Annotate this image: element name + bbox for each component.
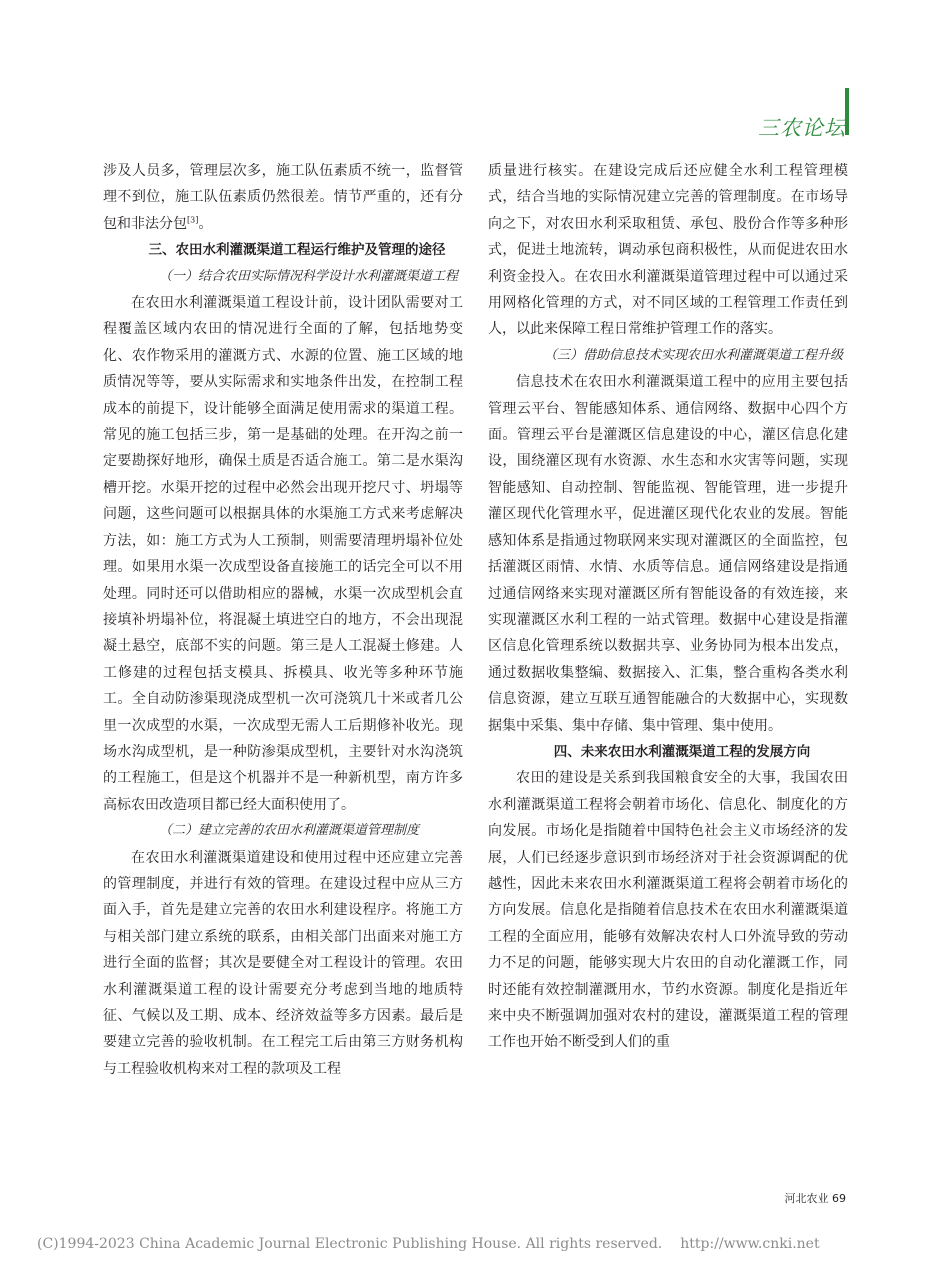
cnki-link[interactable]: http://www.cnki.net xyxy=(680,1236,820,1252)
paragraph: 质量进行核实。在建设完成后还应健全水利工程管理模式，结合当地的实际情况建立完善的管理制度。在市场导向之下，对农田水利采取租赁、承包、股份合作等多种形式，促进土地流转，调动承包商积极性，从而促进农田水利资金投入。在农田水利灌溉渠道管理过程中可以通过采用网格化管理的方式，对不同区域的工程管理工作责任到人，以此来保障工程日常维护管理工作的落实。 xyxy=(488,163,848,338)
section-heading-4: 四、未来农田水利灌溉渠道工程的发展方向 xyxy=(553,743,811,760)
paragraph: 信息技术在农田水利灌溉渠道工程中的应用主要包括管理云平台、智能感知体系、通信网络、数据中心四个方面。管理云平台是灌溉区信息建设的中心，灌区信息化建设，围绕灌区现有水资源、水生态和水灾害等问题，实现智能感知、自动控制、智能监视、智能管理，进一步提升灌区现代化管理水平，促进灌区现代化农业的发展。智能感知体系是指通过物联网来实现对灌溉区的全面监控，包括灌溉区雨情、水情、水质等信息。通信网络建设是指通过通信网络来实现对灌溉区所有智能设备的有效连接，来实现灌溉区水利工程的一站式管理。数据中心建设是指灌区信息化管理系统以数据共享、业务协同为根本出发点，通过数据收集整编、数据接入、汇集，整合重构各类水利信息资源，建立互联互通智能融合的大数据中心，实现数据集中采集、集中存储、集中管理、集中使用。 xyxy=(488,374,848,734)
citation-ref[interactable]: [3] xyxy=(187,215,199,225)
page-number: 69 xyxy=(832,1192,846,1205)
subheading-3: （三）借助信息技术实现农田水利灌溉渠道工程升级 xyxy=(544,347,844,363)
paragraph-text: 。 xyxy=(198,215,213,232)
left-column xyxy=(103,158,463,1082)
subheading-2: （二）建立完善的农田水利灌溉渠道管理制度 xyxy=(159,823,420,839)
journal-name: 河北农业 xyxy=(784,1192,829,1205)
subheading-1: （一）结合农田实际情况科学设计水利灌溉渠道工程 xyxy=(159,268,459,284)
column-title: 三农论坛 xyxy=(758,116,846,140)
paragraph-text: 涉及人员多，管理层次多，施工队伍素质不统一，监督管理不到位，施工队伍素质仍然很差。情节严重的，还有分包和非法分包 xyxy=(103,163,463,232)
copyright-line xyxy=(37,1236,820,1252)
right-column xyxy=(488,158,848,1056)
copyright-text: (C)1994-2023 China Academic Journal Electronic Publishing House. All rights reserved. xyxy=(37,1236,663,1252)
section-heading-3: 三、农田水利灌溉渠道工程运行维护及管理的途径 xyxy=(148,242,446,259)
running-header xyxy=(758,112,846,142)
page-footer xyxy=(785,1190,847,1206)
paragraph xyxy=(103,158,463,237)
paragraph: 在农田水利灌溉渠道建设和使用过程中还应建立完善的管理制度，并进行有效的管理。在建设过程中应从三方面入手，首先是建立完善的农田水利建设程序。将施工方与相关部门建立系统的联系，由相关部门出面来对施工方进行全面的监督；其次是要健全对工程设计的管理。农田水利灌溉渠道工程的设计需要充分考虑到当地的地质特征、气候以及工期、成本、经济效益等多方因素。最后是要建立完善的验收机制。在工程完工后由第三方财务机构与工程验收机构来对工程的款项及工程 xyxy=(103,849,463,1077)
paragraph: 在农田水利灌溉渠道工程设计前，设计团队需要对工程覆盖区域内农田的情况进行全面的了解，包括地势变化、农作物采用的灌溉方式、水源的位置、施工区域的地质情况等等，要从实际需求和实地条件出发，在控制工程成本的前提下，设计能够全面满足使用需求的渠道工程。常见的施工包括三步，第一是基础的处理。在开沟之前一定要勘探好地形，确保土质是否适合施工。第二是水渠沟槽开挖。水渠开挖的过程中必然会出现开挖尺寸、坍塌等问题，这些问题可以根据具体的水渠施工方式来考虑解决方法，如：施工方式为人工预制，则需要清理坍塌补位处理。如果用水渠一次成型设备直接施工的话完全可以不用处理。同时还可以借助相应的器械，水渠一次成型机会直接填补坍塌补位，将混凝土填进空白的地方，不会出现混凝土悬空，底部不实的问题。第三是人工混凝土修建。人工修建的过程包括支模具、拆模具、收光等多种环节施工。全自动防渗渠现浇成型机一次可浇筑几十米或者几公里一次成型的水渠，一次成型无需人工后期修补收光。现场水沟成型机，是一种防渗渠成型机，主要针对水沟浇筑的工程施工，但是这个机器并不是一种新机型，南方许多高标农田改造项目都已经大面积使用了。 xyxy=(103,295,463,813)
paragraph: 农田的建设是关系到我国粮食安全的大事，我国农田水利灌溉渠道工程将会朝着市场化、信息化、制度化的方向发展。市场化是指随着中国特色社会主义市场经济的发展，人们已经逐步意识到市场经济对于社会资源调配的优越性，因此未来农田水利灌溉渠道工程将会朝着市场化的方向发展。信息化是指随着信息技术在农田水利灌溉渠道工程的全面应用，能够有效解决农村人口外流导致的劳动力不足的问题，能够实现大片农田的自动化灌溉工作，同时还能有效控制灌溉用水，节约水资源。制度化是指近年来中央不断强调加强对农村的建设，灌溉渠道工程的管理工作也开始不断受到人们的重 xyxy=(488,770,848,1051)
